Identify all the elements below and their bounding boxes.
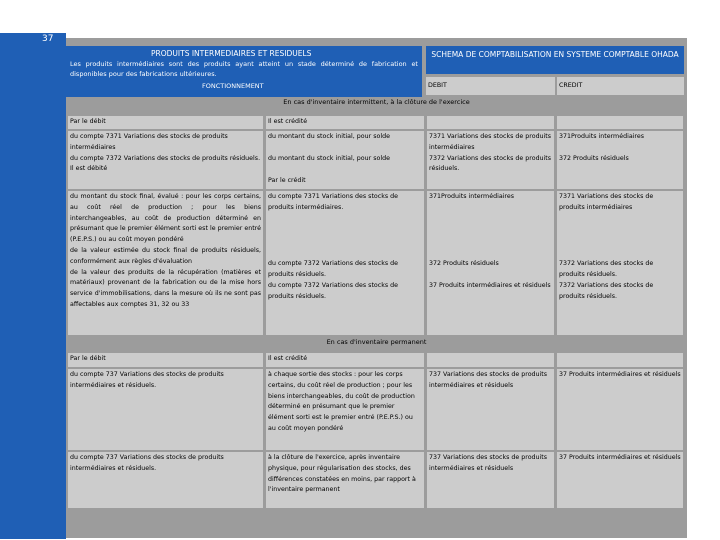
blank-cell xyxy=(557,116,683,129)
text-line: Il est débité xyxy=(70,165,108,173)
debit-header: DEBIT xyxy=(426,77,555,95)
text-line: 37 Produits intermédiaires et résiduels xyxy=(429,282,551,289)
credit-header: CREDIT xyxy=(557,77,684,95)
text-line: du compte 7372 Variations des stocks de produits résiduels. xyxy=(268,282,399,300)
mode-label: FONCTIONNEMENT xyxy=(202,82,264,90)
permanent-title: En cas d'inventaire permanent xyxy=(66,337,687,348)
text-line: de la valeur des produits de la récupération (matières et matériaux) provenant de la fabrication ou de la mise hors service d'immobilisations, dans la mesure où ils ne sont pas affectables aux comptes 31, 32 ou 33 xyxy=(70,268,261,308)
row1-col1 xyxy=(68,131,263,189)
text-line: du montant du stock final, évalué : pour les corps certains, au coût réel de production ; pour les biens interchangeables, au coût de production déterminé en présumant que le premier élément sorti est le premier entré (P.E.P.S.) ou au coût moyen pondéré xyxy=(70,193,261,244)
text-line: du compte 7371 Variations des stocks de produits intermédiaires xyxy=(70,133,228,151)
perm-row1-col4: 37 Produits intermédiaires et résiduels xyxy=(557,369,683,450)
row2-col2 xyxy=(266,191,424,335)
text-line: du compte 7371 Variations des stocks de produits intermédiaires. xyxy=(268,193,399,211)
credit-label: Il est crédité xyxy=(266,116,424,129)
perm-row2-col2: à la clôture de l'exercice, après inventaire physique, pour régularisation des stocks, des différences constatées en moins, par rapport à l'inventaire permanent xyxy=(266,452,424,508)
blank-cell xyxy=(427,116,554,129)
text-line: de la valeur estimée du stock final de produits résiduels, conformément aux règles d'évaluation xyxy=(70,246,261,265)
page-number: 37 xyxy=(0,33,66,539)
text-line: 371Produits intermédiaires xyxy=(429,193,515,200)
row1-col4 xyxy=(557,131,683,189)
debit-label: Par le débit xyxy=(68,116,263,129)
text-line: 7372 Variations des stocks de produits résiduels. xyxy=(559,260,654,278)
blank-cell xyxy=(427,353,554,367)
text-line: 372 Produits résiduels xyxy=(429,260,499,267)
perm-row1-col2: à chaque sortie des stocks : pour les corps certains, du coût réel de production ; pour les biens interchangeables, du coût de production déterminé en présumant que le premier élément sorti est le premier entré (P.E.P.S.) ou au coût moyen pondéré xyxy=(266,369,424,450)
text-line: 7372 Variations des stocks de produits résiduels. xyxy=(559,282,654,300)
row2-col4 xyxy=(557,191,683,335)
header-left xyxy=(66,46,422,98)
perm-row1-col3: 737 Variations des stocks de produits intermédiaires et résiduels xyxy=(427,369,554,450)
intermittent-title: En cas d'inventaire intermittent, à la clôture de l'exercice xyxy=(66,97,687,108)
perm-row2-col1: du compte 737 Variations des stocks de produits intermédiaires et résiduels. xyxy=(68,452,263,508)
text-line: 7372 Variations des stocks de produits résiduels. xyxy=(429,154,552,173)
row1-col3 xyxy=(427,131,554,189)
row1-col2 xyxy=(266,131,424,189)
row2-col1 xyxy=(68,191,263,335)
text-line: 372 Produits résiduels xyxy=(559,155,629,162)
perm-row1-col1: du compte 737 Variations des stocks de produits intermédiaires et résiduels. xyxy=(68,369,263,450)
text-line: 7371 Variations des stocks de produits intermédiaires xyxy=(559,193,654,211)
perm-row2-col4: 37 Produits intermédiaires et résiduels xyxy=(557,452,683,508)
text-line: 7371 Variations des stocks de produits intermédiaires xyxy=(429,133,552,151)
text-line: du compte 7372 Variations des stocks de produits résiduels. xyxy=(70,154,261,162)
debit-label: Par le débit xyxy=(68,353,263,367)
section-title: PRODUITS INTERMEDIAIRES ET RESIDUELS xyxy=(151,49,312,58)
perm-row2-col3: 737 Variations des stocks de produits intermédiaires et résiduels xyxy=(427,452,554,508)
text-line: 371Produits intermédiaires xyxy=(559,133,645,140)
credit-label: Il est crédité xyxy=(266,353,424,367)
text-line: Par le crédit xyxy=(268,177,306,184)
definition-text: Les produits intermédiaires sont des produits ayant atteint un stade déterminé de fabrication et disponibles pour des fabrications ultérieures. xyxy=(70,60,418,78)
schema-title: SCHEMA DE COMPTABILISATION EN SYSTEME COMPTABLE OHADA xyxy=(426,46,684,74)
row2-col3 xyxy=(427,191,554,335)
text-line: du montant du stock initial, pour solde xyxy=(268,133,390,140)
blank-cell xyxy=(557,353,683,367)
text-line: du montant du stock initial, pour solde xyxy=(268,155,390,162)
text-line: du compte 7372 Variations des stocks de produits résiduels. xyxy=(268,260,399,278)
